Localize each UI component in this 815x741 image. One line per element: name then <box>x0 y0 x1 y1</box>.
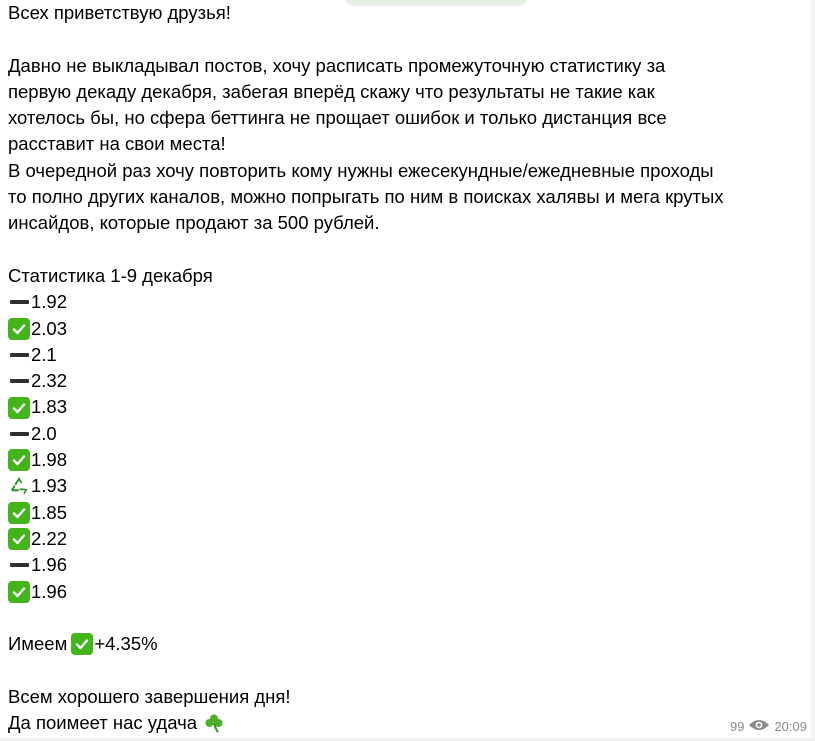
stat-value: 1.92 <box>31 291 68 313</box>
stat-row <box>8 368 808 394</box>
scrollbar-track <box>811 0 815 741</box>
views-count: 99 <box>729 719 745 734</box>
stat-value: 2.32 <box>31 370 68 392</box>
stat-value: 2.22 <box>31 527 68 549</box>
check-icon <box>8 528 30 550</box>
stat-value: 1.96 <box>31 554 68 576</box>
stat-value: 2.0 <box>31 422 57 444</box>
stat-value: 1.83 <box>31 396 68 418</box>
dash-icon <box>8 423 30 445</box>
dash-icon <box>8 344 30 366</box>
blank-line <box>8 237 808 263</box>
stat-row <box>8 342 808 368</box>
stat-row <box>8 421 808 447</box>
result-value: +4.35% <box>94 633 158 655</box>
result-prefix: Имеем <box>8 633 68 655</box>
paragraph-line: хотелось бы, но сфера беттинга не прощает ошибок и только дистанция все <box>8 107 667 129</box>
stat-value: 1.85 <box>31 501 68 523</box>
message-time: 20:09 <box>774 719 807 734</box>
stat-row <box>8 579 808 605</box>
check-icon <box>8 397 30 419</box>
closing-line-1: Всем хорошего завершения дня! <box>8 685 291 707</box>
stat-row <box>8 526 808 552</box>
dash-icon <box>8 291 30 313</box>
stats-list <box>8 289 808 605</box>
greeting: Всех приветствую друзья! <box>8 2 231 23</box>
stat-row <box>8 552 808 578</box>
paragraph-line: Давно не выкладывал постов, хочу расписать промежуточную статистику за <box>8 54 666 76</box>
paragraph-line: расставит на свои места! <box>8 133 226 155</box>
stat-row <box>8 473 808 499</box>
closing-text: Да поимеет нас удача <box>8 712 198 734</box>
dash-icon <box>8 370 30 392</box>
check-icon <box>8 581 30 603</box>
message-text <box>8 0 808 736</box>
stat-row <box>8 447 808 473</box>
result-line <box>8 631 808 657</box>
paragraph-line: инсайдов, которые продают за 500 рублей. <box>8 212 380 234</box>
stat-row <box>8 394 808 420</box>
stat-row <box>8 289 808 315</box>
check-icon <box>71 633 93 655</box>
stats-title: Статистика 1-9 декабря <box>8 264 213 286</box>
blank-line <box>8 657 808 683</box>
recycle-icon <box>8 475 30 497</box>
closing-line-2 <box>8 710 808 736</box>
stat-row <box>8 316 808 342</box>
shamrock-icon <box>203 712 225 734</box>
stat-row <box>8 500 808 526</box>
stat-value: 1.93 <box>31 475 68 497</box>
message-meta <box>730 718 807 735</box>
stat-value: 2.1 <box>31 343 57 365</box>
check-icon <box>8 449 30 471</box>
dash-icon <box>8 554 30 576</box>
stat-value: 2.03 <box>31 317 68 339</box>
blank-line <box>8 605 808 631</box>
stat-value: 1.98 <box>31 449 68 471</box>
stat-value: 1.96 <box>31 580 68 602</box>
paragraph-line: первую декаду декабря, забегая вперёд скажу что результаты не такие как <box>8 80 655 102</box>
paragraph-line: то полно других каналов, можно попрыгать по ним в поисках халявы и мега крутых <box>8 186 724 208</box>
paragraph-line: В очередной раз хочу повторить кому нужны ежесекундные/ежедневные проходы <box>8 159 714 181</box>
check-icon <box>8 318 30 340</box>
blank-line <box>8 26 808 52</box>
check-icon <box>8 502 30 524</box>
eye-icon <box>748 718 770 735</box>
